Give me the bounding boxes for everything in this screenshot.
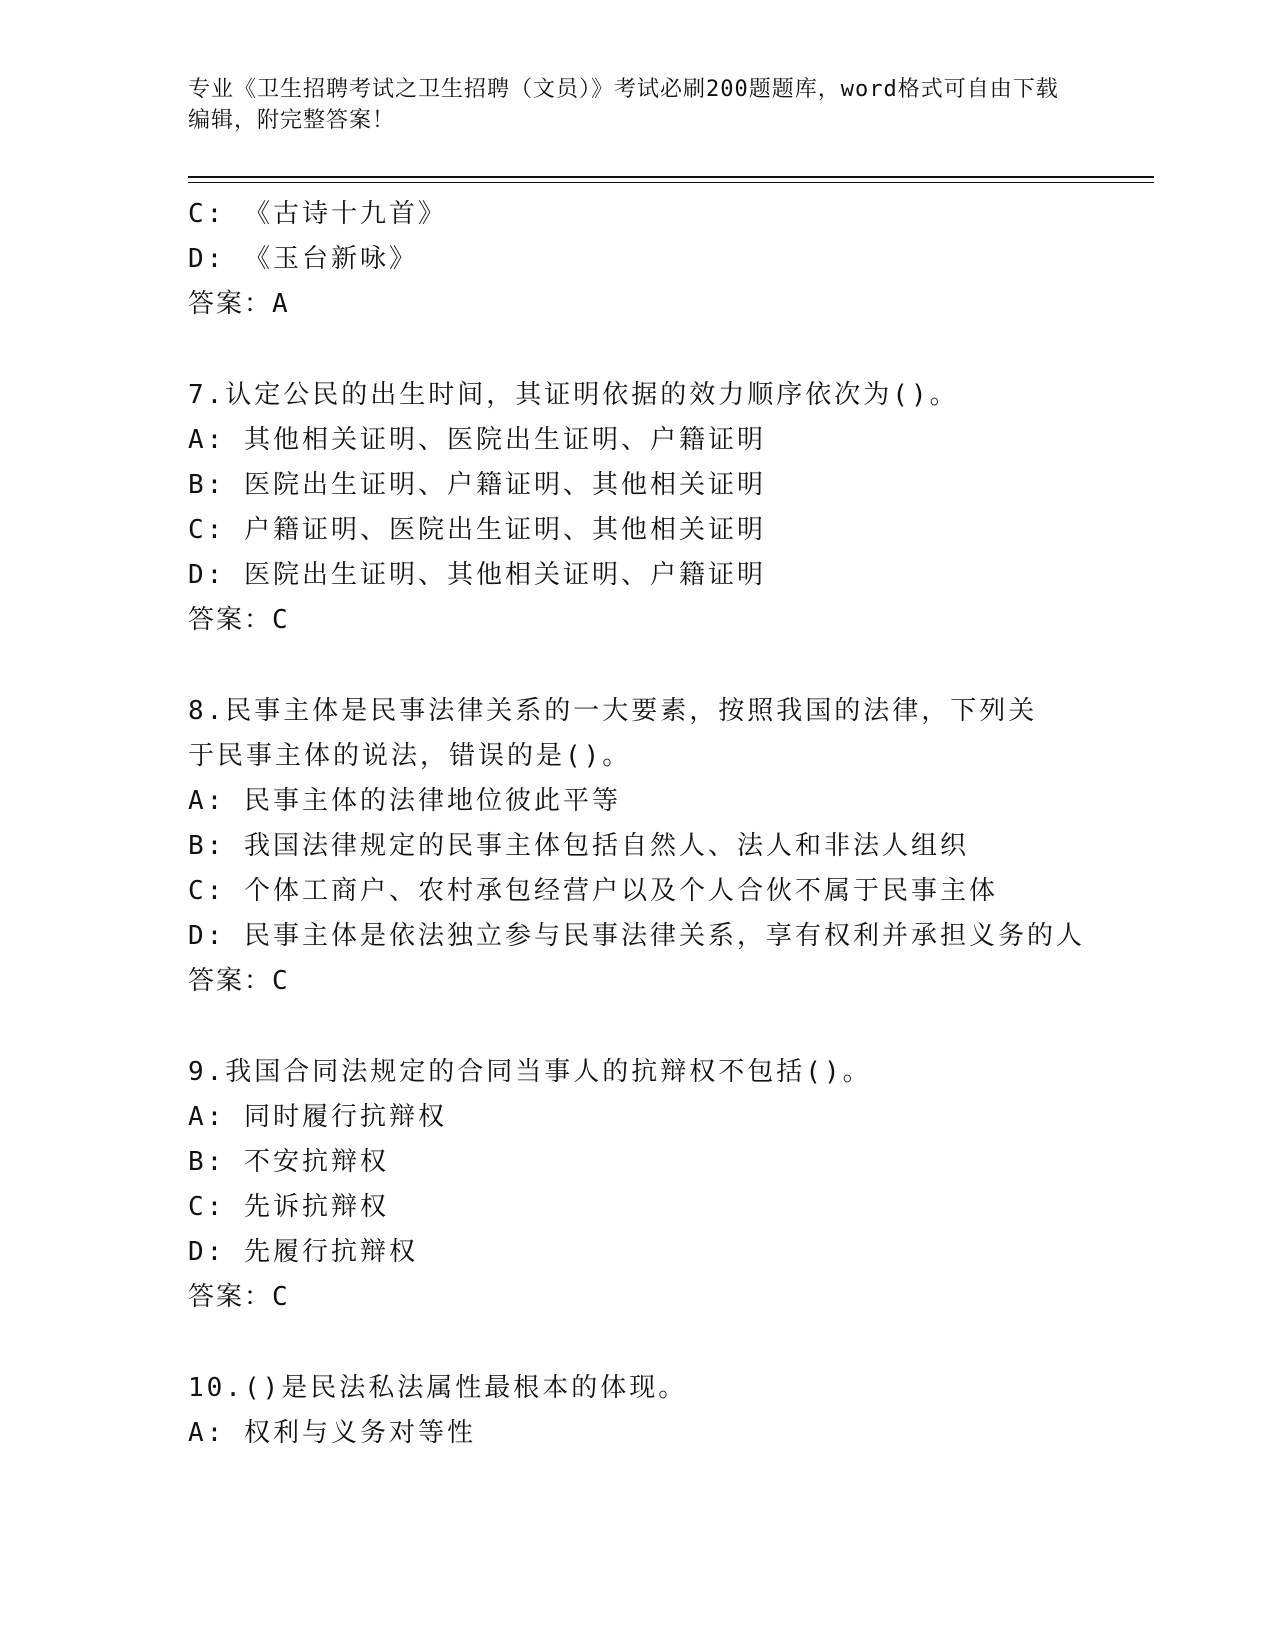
option-letter: D: [188, 244, 226, 274]
header-divider-thick [188, 176, 1154, 178]
answer-label: 答案： [188, 966, 273, 996]
option-line [188, 192, 1154, 237]
answer-value: C [272, 605, 290, 635]
answer-value: C [272, 1282, 290, 1312]
option-text: 《古诗十九首》 [243, 199, 447, 229]
answer-line [188, 959, 1154, 1004]
document-header: 专业《卫生招聘考试之卫生招聘（文员）》考试必刷200题题库，word格式可自由下载编辑，附完整答案！ [188, 77, 1059, 133]
option-line [188, 1140, 1154, 1185]
option-letter: B: [188, 470, 226, 500]
option-line [188, 824, 1154, 869]
option-line [188, 237, 1154, 282]
option-letter: D: [188, 1237, 226, 1267]
option-line [188, 1230, 1154, 1275]
option-line [188, 1095, 1154, 1140]
answer-label: 答案： [188, 1282, 273, 1312]
option-line [188, 418, 1154, 463]
option-letter: B: [188, 1147, 226, 1177]
option-text: 民事主体的法律地位彼此平等 [243, 786, 621, 816]
header-divider-thin [188, 182, 1154, 183]
question-stem: 9.我国合同法规定的合同当事人的抗辩权不包括()。 [188, 1057, 872, 1087]
option-letter: B: [188, 831, 226, 861]
option-letter: A: [188, 1418, 226, 1448]
question-stem: 10.()是民法私法属性最根本的体现。 [188, 1373, 688, 1403]
question-stem: 7.认定公民的出生时间，其证明依据的效力顺序依次为()。 [188, 380, 959, 410]
option-text: 其他相关证明、医院出生证明、户籍证明 [243, 425, 766, 455]
option-letter: A: [188, 425, 226, 455]
option-letter: A: [188, 1102, 226, 1132]
answer-label: 答案： [188, 289, 273, 319]
option-text: 先履行抗辩权 [243, 1237, 418, 1267]
option-line [188, 463, 1154, 508]
answer-label: 答案： [188, 605, 273, 635]
option-line [188, 1411, 1154, 1456]
question-stem: 8.民事主体是民事法律关系的一大要素，按照我国的法律，下列关于民事主体的说法，错误的是()。 [188, 696, 1038, 771]
option-letter: C: [188, 199, 226, 229]
option-text: 权利与义务对等性 [243, 1418, 476, 1448]
option-text: 先诉抗辩权 [243, 1192, 389, 1222]
option-text: 民事主体是依法独立参与民事法律关系，享有权利并承担义务的人 [243, 921, 1085, 951]
option-line [188, 1185, 1154, 1230]
answer-line [188, 282, 1154, 327]
option-line [188, 508, 1154, 553]
answer-value: C [272, 966, 290, 996]
option-letter: D: [188, 921, 226, 951]
option-text: 个体工商户、农村承包经营户以及个人合伙不属于民事主体 [243, 876, 998, 906]
answer-line [188, 1275, 1154, 1320]
option-letter: C: [188, 876, 226, 906]
option-letter: C: [188, 515, 226, 545]
option-letter: C: [188, 1192, 226, 1222]
option-line [188, 914, 1154, 959]
option-letter: D: [188, 560, 226, 590]
option-line [188, 869, 1154, 914]
question-content [188, 192, 1154, 1456]
option-text: 我国法律规定的民事主体包括自然人、法人和非法人组织 [243, 831, 969, 861]
option-letter: A: [188, 786, 226, 816]
option-text: 医院出生证明、户籍证明、其他相关证明 [243, 470, 766, 500]
option-text: 不安抗辩权 [243, 1147, 389, 1177]
option-text: 《玉台新咏》 [243, 244, 418, 274]
option-text: 同时履行抗辩权 [243, 1102, 447, 1132]
option-line [188, 553, 1154, 598]
option-text: 医院出生证明、其他相关证明、户籍证明 [243, 560, 766, 590]
option-line [188, 779, 1154, 824]
answer-value: A [272, 289, 290, 319]
answer-line [188, 598, 1154, 643]
option-text: 户籍证明、医院出生证明、其他相关证明 [243, 515, 766, 545]
